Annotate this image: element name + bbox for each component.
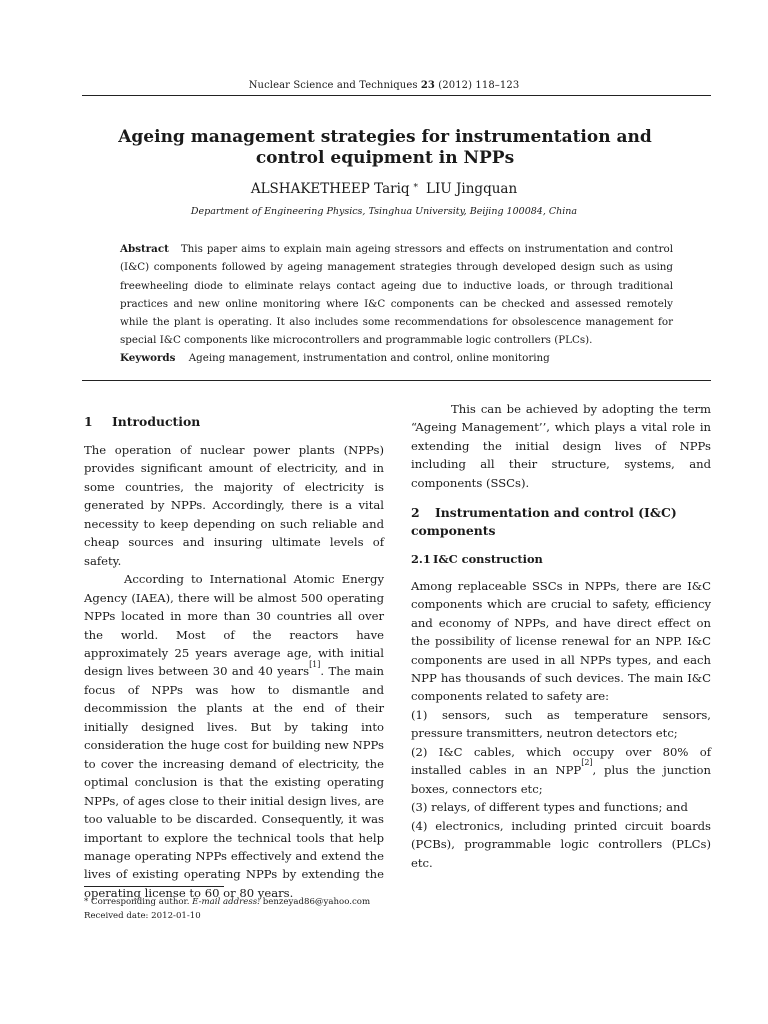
keywords-label: Keywords <box>120 352 176 364</box>
footnote-received: Received date: 2012-01-10 <box>84 911 201 921</box>
running-head <box>0 80 768 91</box>
section-number: 2 <box>411 505 420 521</box>
section-number: 1 <box>84 414 93 429</box>
citation: [2] <box>581 758 593 768</box>
paragraph-text: According to International Atomic Energy Agency (IAEA), there will be almost 500 operating NPPs located in more than 30 countries all over the world. Most of the reactors have approximately 25 years average age, with initial design lives between 30 and 40 years <box>84 572 384 679</box>
footnote-rule <box>84 886 224 887</box>
section-heading <box>411 504 711 540</box>
paragraph: This can be achieved by adopting the term “Ageing Management’’, which plays a vital role in extending the initial design lives of NPPs including all their structure, systems, and components (SSCs). <box>411 402 711 490</box>
paragraph: The operation of nuclear power plants (NPPs) provides significant amount of electricity, and in some countries, the majority of electricity is generated by NPPs. Accordingly, there is a vital necessity to keep depending on such reliable and cheap sources and insuring ultimate levels of safety. <box>84 443 384 568</box>
list-item-text: , plus the junction boxes, connectors etc; <box>411 763 711 796</box>
citation: [1] <box>309 659 321 669</box>
keywords <box>120 350 673 366</box>
footnote-label: Corresponding author. <box>91 897 190 907</box>
right-column <box>411 400 711 872</box>
abstract <box>120 240 673 350</box>
list-item <box>411 743 711 798</box>
affiliation: Department of Engineering Physics, Tsinghua University, Beijing 100084, China <box>190 206 578 217</box>
subsection-number: 2.1 <box>411 552 431 567</box>
email-link[interactable]: benzeyad86@yahoo.com <box>262 897 371 907</box>
section-title: Instrumentation and control (I&C) components <box>411 505 677 539</box>
footnote-corresponding <box>84 896 370 909</box>
paragraph <box>84 570 384 902</box>
keywords-text: Ageing management, instrumentation and control, online monitoring <box>188 352 550 364</box>
journal-volume: 23 <box>420 80 435 91</box>
paragraph-text: . The main focus of NPPs was how to dismantle and decommission the plants at the end of their initially designed lives. But by taking into consideration the huge cost for building new NPPs to cover the increasing demand of electricity, the optimal conclusion is that the existing operating NPPs, of ages close to their initial design lives, are too valuable to be discarded. Consequently, it was important to explore the technical tools that help manage operating NPPs effectively and extend the lives of existing operating NPPs by extending the operating license to 60 or 80 years. <box>84 664 384 900</box>
authors <box>0 181 768 197</box>
section-heading <box>84 413 384 431</box>
author-2: LIU Jingquan <box>426 181 518 197</box>
author-1: ALSHAKETHEEP Tariq <box>250 181 410 197</box>
paragraph: Among replaceable SSCs in NPPs, there are I&C components which are crucial to safety, efficiency and economy of NPPs, and have direct effect on the possibility of license renewal for an NPP. I&C components are used in all NPPs types, and each NPP has thousands of such devices. The main I&C components related to safety are: <box>411 578 711 704</box>
paper-title: Ageing management strategies for instrumentation and control equipment in NPPs <box>118 127 652 168</box>
list-item: (1) sensors, such as temperature sensors, pressure transmitters, neutron detectors etc; <box>411 707 711 741</box>
left-column <box>84 413 384 902</box>
subsection-heading <box>411 550 711 568</box>
abstract-label: Abstract <box>120 243 169 255</box>
abstract-rule <box>82 380 711 381</box>
corresponding-mark: * <box>413 183 419 193</box>
journal-name: Nuclear Science and Techniques <box>248 80 418 91</box>
abstract-text: This paper aims to explain main ageing stressors and effects on instrumentation and control (I&C) components followed by ageing management strategies through developed design such as using freewheeling diode to eliminate relays contact ageing due to inductive loads, or through traditional practices and new online monitoring where I&C components can be checked and assessed remotely while the plant is operating. It also includes some recommendations for obsolescence management for special I&C components like microcontrollers and programmable logic controllers (PLCs). <box>120 243 673 347</box>
section-title: Introduction <box>112 414 201 429</box>
list-item: (3) relays, of different types and functions; and <box>411 800 688 815</box>
list-item: (4) electronics, including printed circuit boards (PCBs), programmable logic controllers (PLCs) etc. <box>411 818 711 870</box>
list-item-text: (2) I&C cables, which occupy over 80% of installed cables in an NPP <box>411 744 711 778</box>
header-rule <box>82 95 711 96</box>
email-label: E-mail address: <box>192 897 261 907</box>
footnote-mark: * <box>84 897 89 907</box>
journal-year-pages: (2012) 118–123 <box>438 80 520 91</box>
subsection-title: I&C construction <box>433 552 543 567</box>
